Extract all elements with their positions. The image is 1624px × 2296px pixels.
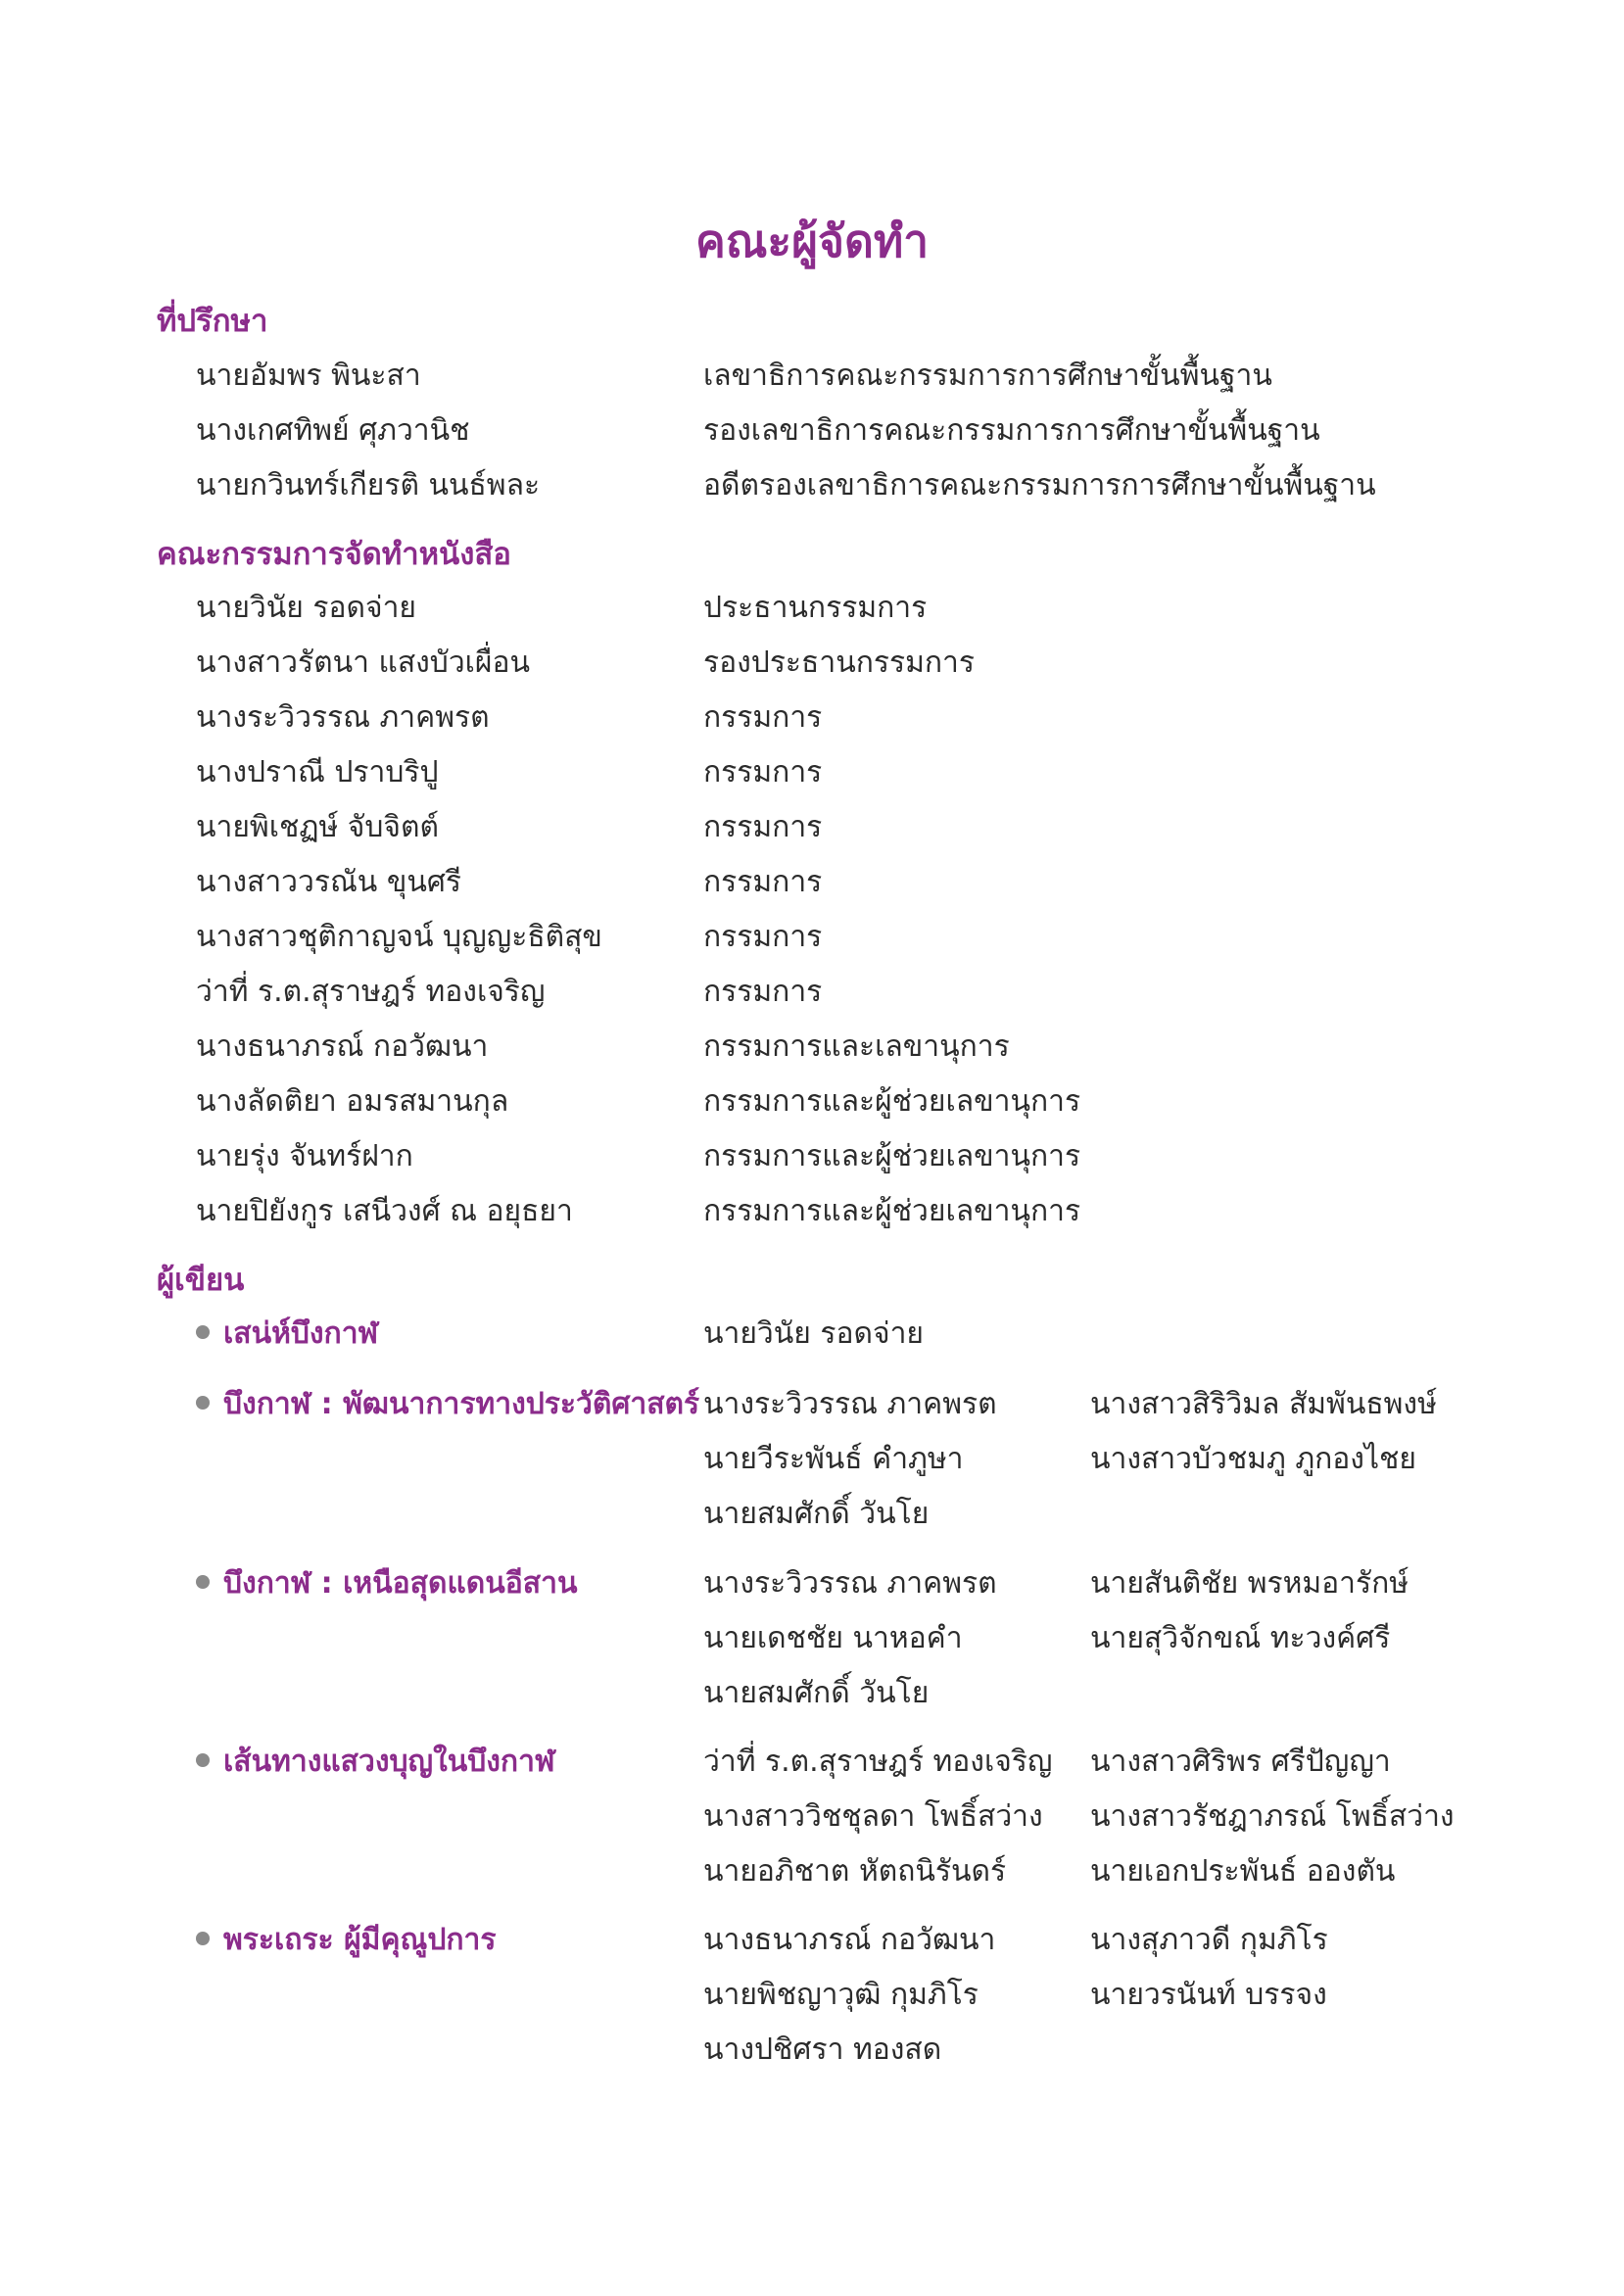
bullet-icon bbox=[196, 1396, 210, 1410]
committee-heading: คณะกรรมการจัดทำหนังสือ bbox=[157, 537, 511, 572]
committee-role: กรรมการและเลขานุการ bbox=[703, 1029, 1010, 1064]
writer-name: นายพิชญาวุฒิ กุมภิโร bbox=[703, 1978, 979, 2012]
committee-name: นางสาววรณัน ขุนศรี bbox=[196, 865, 462, 899]
bullet-icon bbox=[196, 1932, 210, 1945]
advisor-role: อดีตรองเลขาธิการคณะกรรมการการศึกษาขั้นพื้นฐาน bbox=[703, 468, 1376, 502]
writer-topic bbox=[196, 1560, 577, 1607]
committee-name: นายพิเชฏษ์ จับจิตต์ bbox=[196, 810, 439, 844]
committee-role: กรรมการ bbox=[703, 865, 823, 899]
bullet-icon bbox=[196, 1575, 210, 1589]
committee-name: นายวินัย รอดจ่าย bbox=[196, 591, 417, 625]
committee-row bbox=[0, 694, 1624, 741]
writer-topic-label: พระเถระ ผู้มีคุณูปการ bbox=[223, 1923, 497, 1957]
bullet-icon bbox=[196, 1325, 210, 1339]
writer-name: นางธนาภรณ์ กอวัฒนา bbox=[703, 1923, 996, 1957]
writer-name: นายสุวิจักขณ์ ทะวงค์ศรี bbox=[1090, 1621, 1391, 1655]
committee-name: นายปิยังกูร เสนีวงศ์ ณ อยุธยา bbox=[196, 1194, 573, 1228]
writers-heading: ผู้เขียน bbox=[157, 1263, 245, 1298]
bullet-icon bbox=[196, 1753, 210, 1767]
committee-name: นางระวิวรรณ ภาคพรต bbox=[196, 700, 490, 735]
committee-row bbox=[0, 1024, 1624, 1071]
page-title: คณะผู้จัดทำ bbox=[694, 215, 930, 267]
writer-name: นายเอกประพันธ์ อองตัน bbox=[1090, 1854, 1396, 1889]
committee-name: นางลัดติยา อมรสมานกุล bbox=[196, 1084, 509, 1119]
committee-row bbox=[0, 804, 1624, 851]
writer-name: นายสันติชัย พรหมอารักษ์ bbox=[1090, 1566, 1409, 1601]
committee-name: นายรุ่ง จันทร์ฝาก bbox=[196, 1139, 413, 1173]
committee-name: นางปราณี ปราบริปู bbox=[196, 755, 439, 789]
writer-name: นางสาวบัวชมภู ภูกองไชย bbox=[1090, 1442, 1416, 1476]
committee-role: กรรมการและผู้ช่วยเลขานุการ bbox=[703, 1139, 1081, 1173]
writer-name: นางสาวศิริพร ศรีปัญญา bbox=[1090, 1745, 1391, 1779]
writer-name: นายสมศักดิ์ วันโย bbox=[703, 1676, 930, 1710]
committee-role: กรรมการ bbox=[703, 810, 823, 844]
writer-name: นางสาวสิริวิมล สัมพันธพงษ์ bbox=[1090, 1387, 1437, 1421]
committee-row bbox=[0, 640, 1624, 687]
writer-name: นางสาววิชชุลดา โพธิ์สว่าง bbox=[703, 1799, 1043, 1834]
committee-role: กรรมการและผู้ช่วยเลขานุการ bbox=[703, 1194, 1081, 1228]
committee-role: กรรมการ bbox=[703, 975, 823, 1009]
advisor-name: นายอัมพร พินะสา bbox=[196, 359, 421, 393]
committee-name: นางธนาภรณ์ กอวัฒนา bbox=[196, 1029, 489, 1064]
advisor-role: เลขาธิการคณะกรรมการการศึกษาขั้นพื้นฐาน bbox=[703, 359, 1272, 393]
advisors-heading: ที่ปรึกษา bbox=[157, 304, 268, 339]
committee-role: กรรมการและผู้ช่วยเลขานุการ bbox=[703, 1084, 1081, 1119]
committee-row bbox=[0, 914, 1624, 961]
committee-row bbox=[0, 749, 1624, 796]
writer-name: นายอภิชาต หัตถนิรันดร์ bbox=[703, 1854, 1007, 1889]
advisor-row bbox=[0, 353, 1624, 400]
committee-row bbox=[0, 1188, 1624, 1235]
committee-role: กรรมการ bbox=[703, 755, 823, 789]
committee-name: นางสาวชุติกาญจน์ บุญญะธิติสุข bbox=[196, 920, 602, 954]
writer-name: นางระวิวรรณ ภาคพรต bbox=[703, 1566, 997, 1601]
committee-role: กรรมการ bbox=[703, 700, 823, 735]
writer-name: นางปชิศรา ทองสด bbox=[703, 2033, 942, 2067]
writer-name: นางสุภาวดี กุมภิโร bbox=[1090, 1923, 1328, 1957]
writer-topic-label: เส้นทางแสวงบุญในบึงกาฬ bbox=[223, 1745, 555, 1779]
advisor-role: รองเลขาธิการคณะกรรมการการศึกษาขั้นพื้นฐาน bbox=[703, 413, 1320, 448]
committee-name: ว่าที่ ร.ต.สุราษฎร์ ทองเจริญ bbox=[196, 975, 546, 1009]
writer-name: นายวีระพันธ์ คำภูษา bbox=[703, 1442, 964, 1476]
writer-topic bbox=[196, 1381, 699, 1428]
advisor-name: นายกวินทร์เกียรติ นนธ์พละ bbox=[196, 468, 541, 502]
advisor-row bbox=[0, 407, 1624, 454]
committee-name: นางสาวรัตนา แสงบัวเผื่อน bbox=[196, 646, 531, 680]
committee-role: ประธานกรรมการ bbox=[703, 591, 928, 625]
writer-name: นางสาวรัชฎาภรณ์ โพธิ์สว่าง bbox=[1090, 1799, 1455, 1834]
committee-role: รองประธานกรรมการ bbox=[703, 646, 976, 680]
committee-row bbox=[0, 585, 1624, 632]
writer-topic-label: บึงกาฬ : เหนือสุดแดนอีสาน bbox=[223, 1566, 578, 1601]
writer-topic bbox=[196, 1311, 378, 1358]
writer-name: ว่าที่ ร.ต.สุราษฎร์ ทองเจริญ bbox=[703, 1745, 1053, 1779]
committee-row bbox=[0, 1133, 1624, 1180]
writer-topic bbox=[196, 1917, 497, 1964]
writer-name: นายสมศักดิ์ วันโย bbox=[703, 1497, 930, 1531]
committee-role: กรรมการ bbox=[703, 920, 823, 954]
writer-topic bbox=[196, 1739, 554, 1786]
writer-name: นางระวิวรรณ ภาคพรต bbox=[703, 1387, 997, 1421]
writer-topic-label: บึงกาฬ : พัฒนาการทางประวัติศาสตร์ bbox=[223, 1387, 700, 1421]
writer-name: นายวรนันท์ บรรจง bbox=[1090, 1978, 1327, 2012]
writer-name: นายวินัย รอดจ่าย bbox=[703, 1316, 925, 1351]
writer-name: นายเดชชัย นาหอคำ bbox=[703, 1621, 963, 1655]
advisor-row bbox=[0, 462, 1624, 509]
advisor-name: นางเกศทิพย์ ศุภวานิช bbox=[196, 413, 470, 448]
committee-row bbox=[0, 969, 1624, 1016]
committee-row bbox=[0, 859, 1624, 906]
writer-topic-label: เสน่ห์บึงกาฬ bbox=[223, 1316, 379, 1351]
committee-row bbox=[0, 1078, 1624, 1125]
